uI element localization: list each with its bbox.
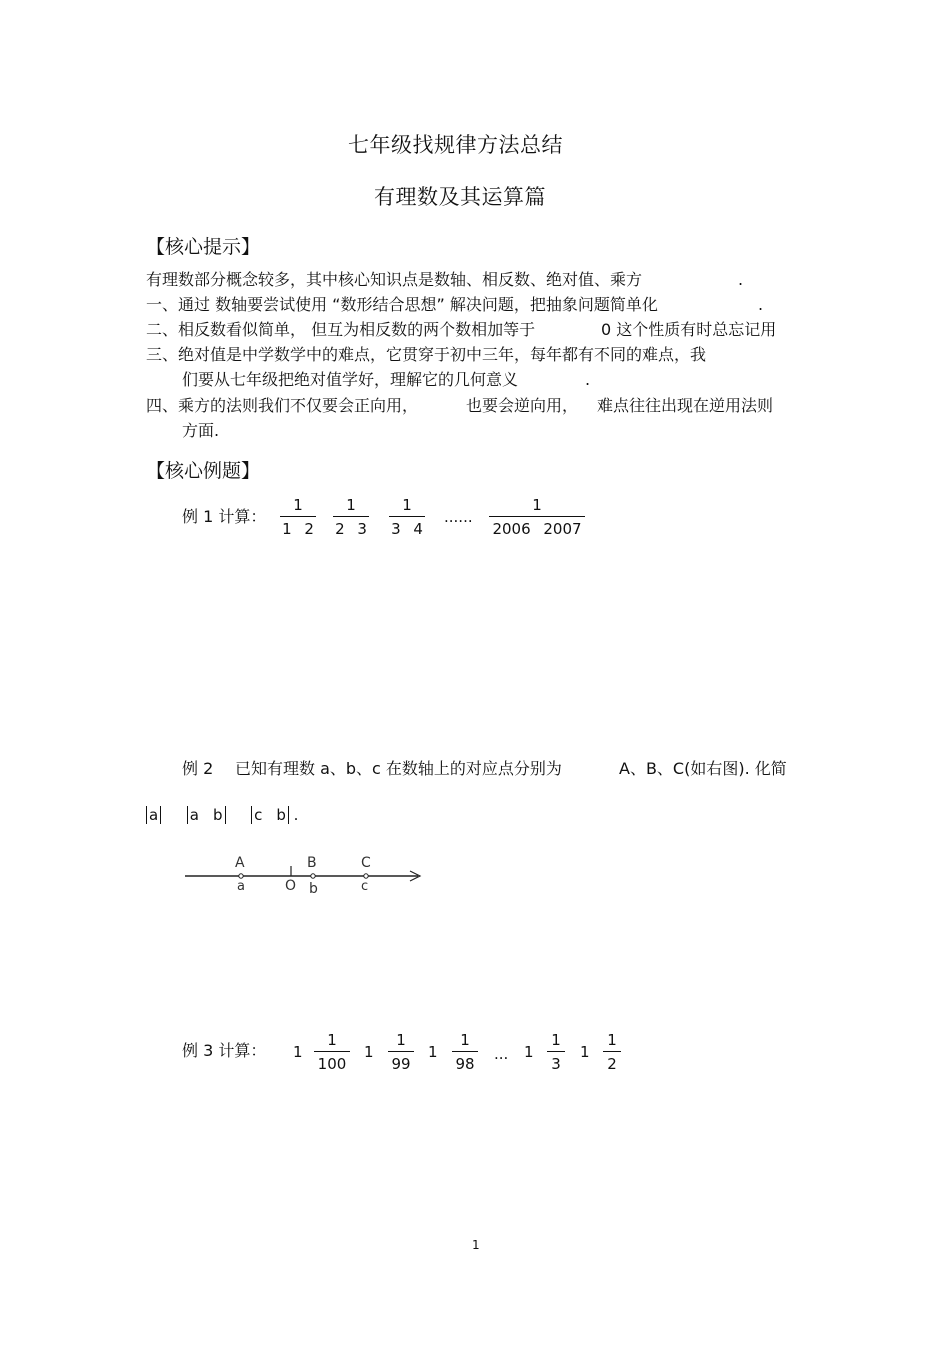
tip-line-4-cont: 方面. <box>182 421 220 440</box>
example-3-fraction: 1 98 <box>452 1031 478 1073</box>
page-number: 1 <box>472 1238 480 1252</box>
example-3-ellipsis: ... <box>494 1045 509 1063</box>
example-3-label: 例 3 计算： <box>182 1041 267 1060</box>
example-3-whole: 1 <box>524 1043 534 1061</box>
tip-line-2: 二、相反数看似简单， 但互为相反数的两个数相加等于 <box>146 320 536 339</box>
point-b-label: b <box>309 881 318 897</box>
example-3-fraction: 1 2 <box>603 1031 621 1073</box>
example-3-whole: 1 <box>293 1043 303 1061</box>
point-C-label: C <box>361 855 371 871</box>
origin-label: O <box>285 878 297 894</box>
point-b-marker <box>311 874 315 878</box>
example-1-fraction: 1 3 4 <box>389 496 425 538</box>
example-1-ellipsis: ...... <box>444 508 473 526</box>
example-1-fraction: 1 2 3 <box>333 496 369 538</box>
core-tips-heading: 【核心提示】 <box>146 236 261 258</box>
core-examples-heading: 【核心例题】 <box>146 460 261 482</box>
tip-line-4: 四、乘方的法则我们不仅要会正向用， <box>146 396 419 415</box>
point-a-marker <box>239 874 243 878</box>
page-title: 七年级找规律方法总结 <box>348 133 563 157</box>
tip-line-3-cont: 们要从七年级把绝对值学好，理解它的几何意义 <box>182 370 519 389</box>
example-2-label: 例 2 <box>182 759 214 778</box>
example-3-whole: 1 <box>364 1043 374 1061</box>
example-1-fraction: 1 1 2 <box>280 496 316 538</box>
tip-line-3-dot: . <box>585 370 591 389</box>
tip-line-3: 三、绝对值是中学数学中的难点，它贯穿于初中三年，每年都有不同的难点，我 <box>146 345 707 364</box>
example-3-whole: 1 <box>580 1043 590 1061</box>
tip-line-intro: 有理数部分概念较多，其中核心知识点是数轴、相反数、绝对值、乘方 <box>146 270 643 289</box>
page-subtitle: 有理数及其运算篇 <box>374 185 546 209</box>
tip-line-2-cont: 0 这个性质有时总忘记用 <box>601 320 777 339</box>
tip-line-4-mid: 也要会逆向用， <box>466 396 579 415</box>
point-B-label: B <box>307 855 317 871</box>
example-2-points: A、B、C(如右图). 化简 <box>619 759 787 778</box>
point-a-label: a <box>237 879 245 894</box>
point-c-marker <box>364 874 368 878</box>
point-A-label: A <box>235 855 245 871</box>
tip-line-4-end: 难点往往出现在逆用法则 <box>597 396 774 415</box>
number-line-figure <box>180 850 430 900</box>
tip-line-1-dot: . <box>758 295 764 314</box>
example-3-whole: 1 <box>428 1043 438 1061</box>
tip-line-intro-dot: . <box>738 270 744 289</box>
example-3-fraction: 1 100 <box>314 1031 350 1073</box>
tip-line-1: 一、通过 数轴要尝试使用 “数形结合思想” 解决问题，把抽象问题简单化 <box>146 295 658 314</box>
example-1-label: 例 1 计算： <box>182 507 267 526</box>
point-c-label: c <box>361 879 369 894</box>
example-1-fraction-last: 1 2006 2007 <box>489 496 585 538</box>
example-3-fraction: 1 3 <box>547 1031 565 1073</box>
example-3-fraction: 1 99 <box>388 1031 414 1073</box>
example-2-expression: a a b c b . <box>146 806 298 828</box>
example-2-text: 已知有理数 a、b、c 在数轴上的对应点分别为 <box>235 759 562 778</box>
